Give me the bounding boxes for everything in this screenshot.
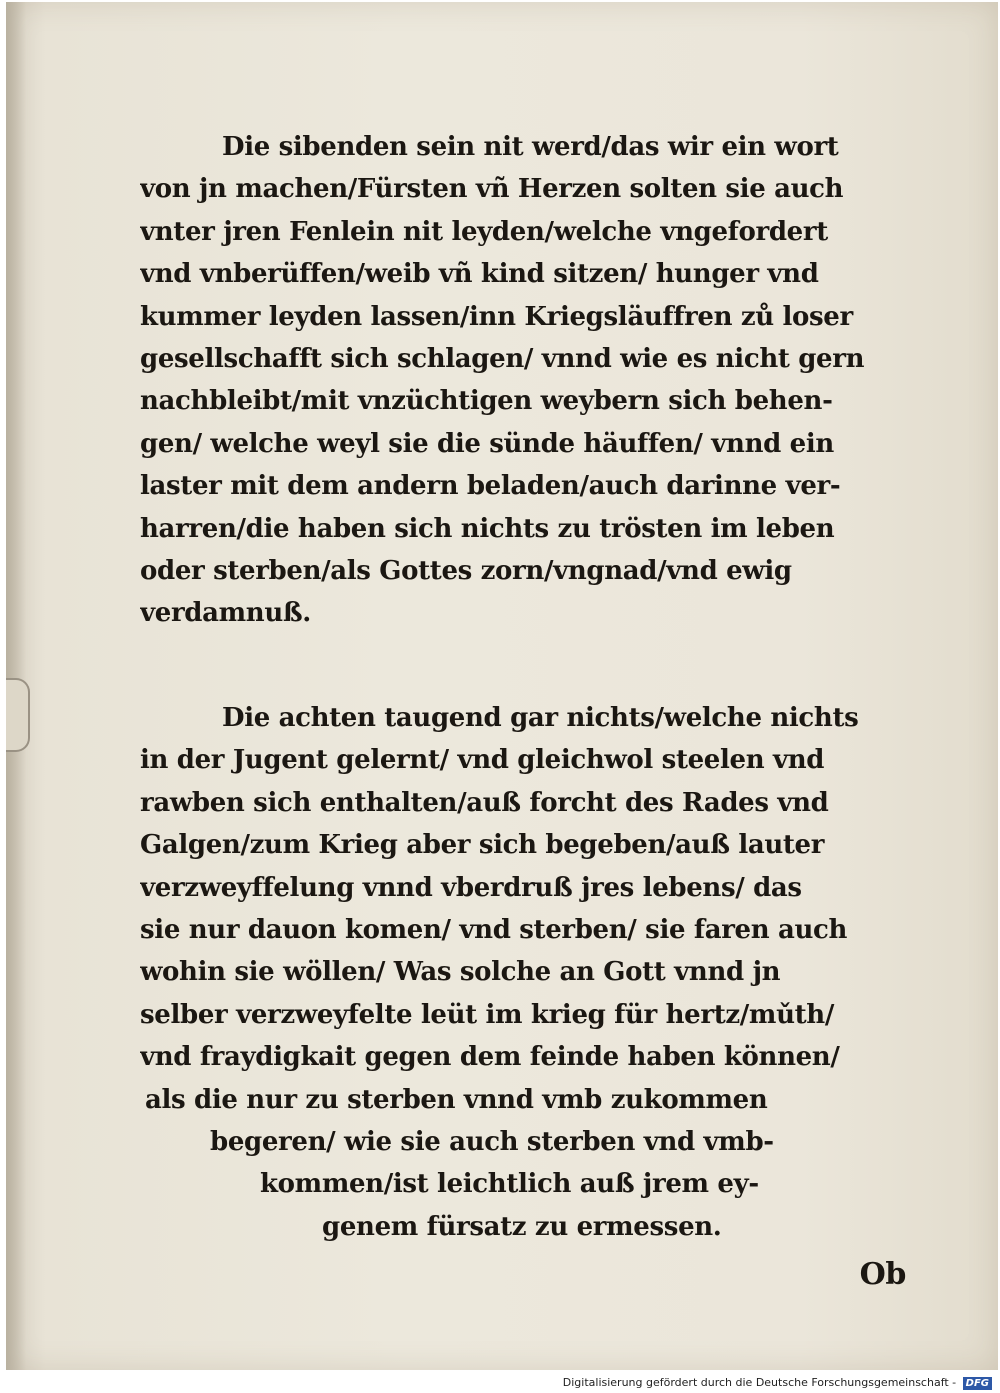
- paragraph-1: [140, 126, 940, 635]
- text-line: vnd vnberüffen/weib vñ kind sitzen/ hunger vnd: [140, 259, 819, 290]
- text-line: gesellschafft sich schlagen/ vnnd wie es nicht gern: [140, 344, 865, 375]
- text-line: verzweyffelung vnnd vberdruß jres lebens/ das: [140, 872, 802, 903]
- text-line: selber verzweyfelte leüt im krieg für hertz/mǔth/: [140, 999, 834, 1030]
- page-text: [140, 126, 940, 1297]
- page-tab-mark: [6, 678, 30, 752]
- text-line: kummer leyden lassen/inn Kriegsläuffren zů loser: [140, 301, 853, 332]
- book-page: [6, 2, 998, 1370]
- text-line: verdamnuß.: [140, 598, 311, 629]
- footer-credit: Digitalisierung gefördert durch die Deutsche Forschungsgemeinschaft -: [562, 1376, 957, 1389]
- text-line: harren/die haben sich nichts zu trösten im leben: [140, 513, 835, 544]
- text-line: begeren/ wie sie auch sterben vnd vmb-: [210, 1126, 774, 1157]
- paragraph-2: [140, 697, 940, 1248]
- text-line: wohin sie wöllen/ Was solche an Gott vnnd jn: [140, 957, 781, 988]
- text-line: Galgen/zum Krieg aber sich begeben/auß lauter: [140, 830, 825, 861]
- text-line: genem fürsatz zu ermessen.: [322, 1211, 722, 1242]
- text-line: laster mit dem andern beladen/auch darinne ver-: [140, 471, 841, 502]
- text-line: als die nur zu sterben vnnd vmb zukommen: [145, 1084, 768, 1115]
- catchword: Ob: [859, 1257, 906, 1293]
- text-line: vnter jren Fenlein nit leyden/welche vngefordert: [140, 216, 828, 247]
- text-line: vnd fraydigkait gegen dem feinde haben können/: [140, 1042, 840, 1073]
- text-line: gen/ welche weyl sie die sünde häuffen/ vnnd ein: [140, 428, 834, 459]
- text-line: kommen/ist leichtlich auß jrem ey-: [260, 1169, 759, 1200]
- dfg-logo: DFG: [963, 1377, 992, 1390]
- text-line: rawben sich enthalten/auß forcht des Rades vnd: [140, 787, 829, 818]
- digitization-footer: [0, 1373, 1000, 1393]
- text-line: sie nur dauon komen/ vnd sterben/ sie faren auch: [140, 914, 848, 945]
- text-line: nachbleibt/mit vnzüchtigen weybern sich behen-: [140, 386, 833, 417]
- text-line: in der Jugent gelernt/ vnd gleichwol steelen vnd: [140, 745, 825, 776]
- paragraph-gap: [140, 635, 940, 697]
- text-line: von jn machen/Fürsten vñ Herzen solten sie auch: [140, 174, 844, 205]
- text-line: oder sterben/als Gottes zorn/vngnad/vnd ewig: [140, 556, 792, 587]
- text-line: Die sibenden sein nit werd/das wir ein wort: [222, 132, 839, 162]
- text-line: Die achten taugend gar nichts/welche nichts: [222, 702, 859, 733]
